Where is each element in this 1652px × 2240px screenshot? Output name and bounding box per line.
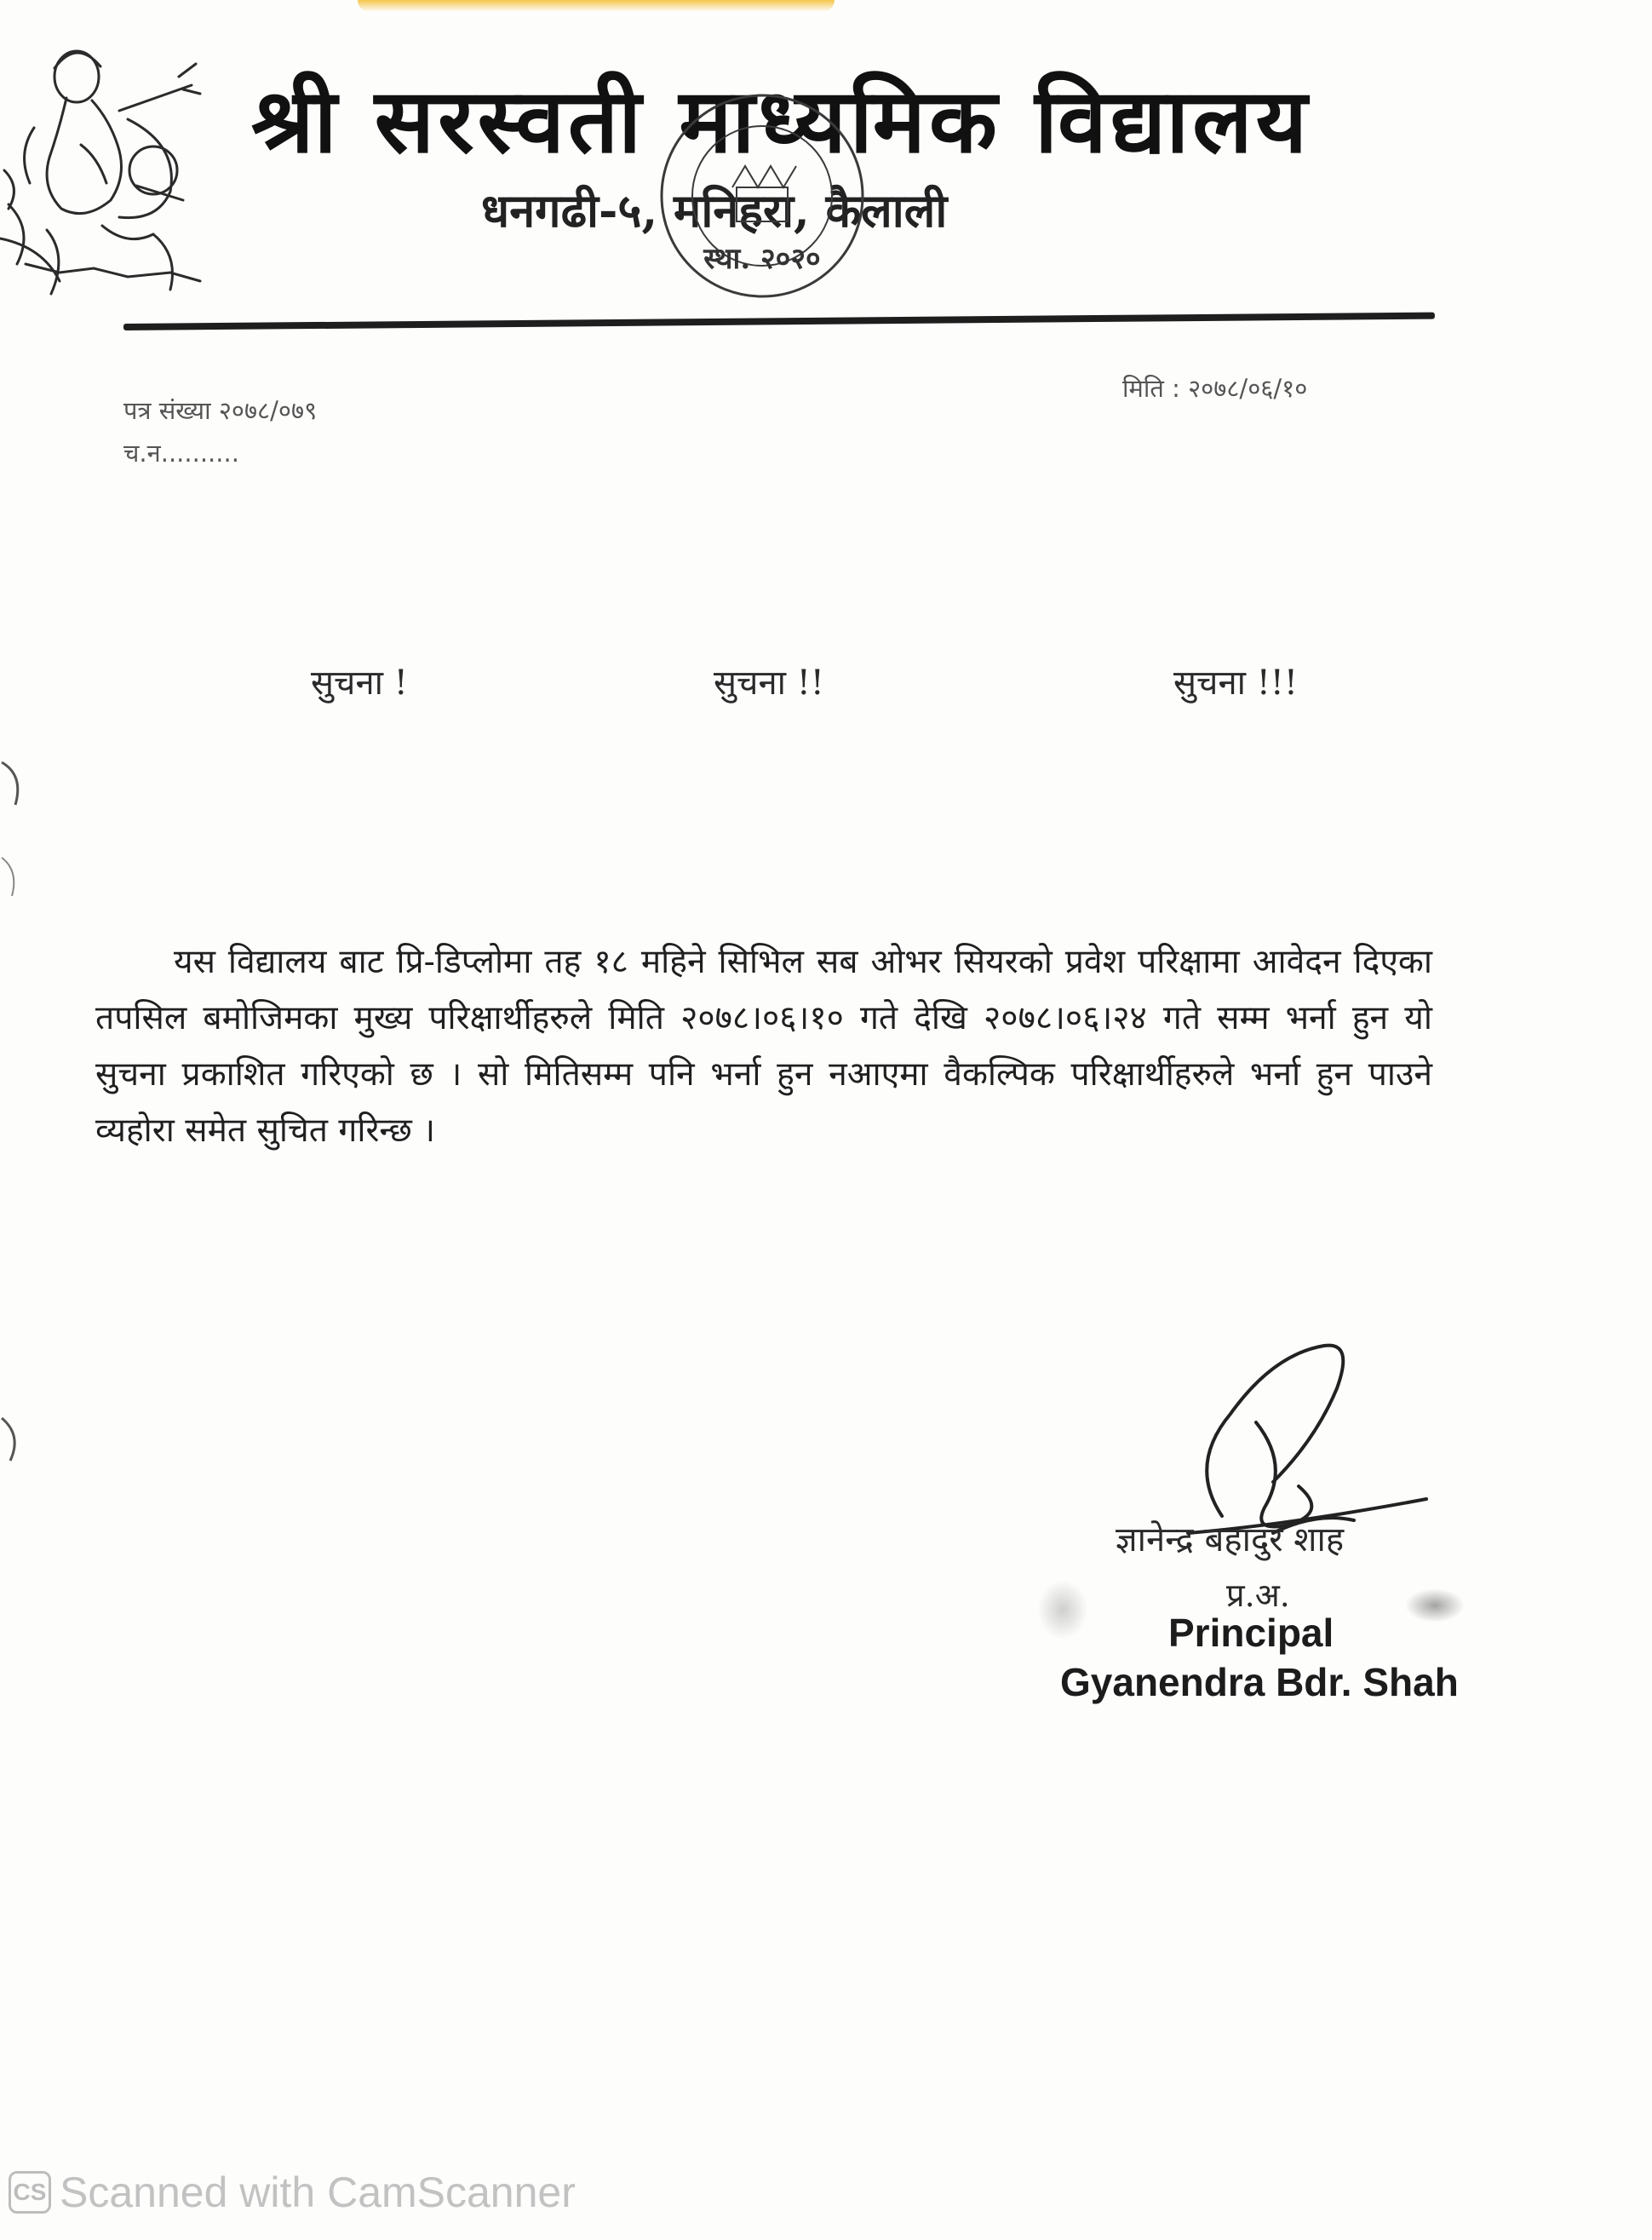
school-address: धनगढी-५, मनिहरा, कैलाली (481, 183, 948, 238)
signatory-name: Gyanendra Bdr. Shah (1060, 1660, 1459, 1704)
signatory-title-nepali: प्र.अ. (1226, 1577, 1290, 1614)
paper-stain (358, 0, 835, 12)
camscanner-logo-icon: CS (9, 2171, 51, 2214)
punch-hole-mark-icon (0, 758, 26, 809)
dispatch-number: च.न.......... (123, 439, 239, 468)
camscanner-watermark (9, 2168, 576, 2217)
saraswati-logo-icon (0, 17, 204, 298)
header-divider (123, 313, 1435, 330)
notice-heading-1: सुचना ! (311, 663, 408, 703)
seal-founded-text: स्था. २०२० (703, 242, 821, 276)
signatory-title: Principal (1168, 1611, 1334, 1655)
school-seal-stamp-icon (651, 85, 873, 307)
camscanner-watermark-text: Scanned with CamScanner (60, 2168, 576, 2216)
punch-hole-mark-icon (0, 1414, 26, 1465)
notice-heading-2: सुचना !! (714, 663, 824, 703)
issue-date: मिति : २०७८/०६/१० (1122, 374, 1308, 403)
signatory-name-nepali: ज्ञानेन्द्र बहादुर शाह (1116, 1520, 1345, 1559)
notice-heading-3: सुचना !!! (1173, 663, 1298, 703)
scan-smudge (1405, 1588, 1465, 1623)
letter-reference-number: पत्र संख्या २०७८/०७९ (123, 396, 318, 425)
notice-body-paragraph: यस विद्यालय बाट प्रि-डिप्लोमा तह १८ महिने सिभिल सब ओभर सियरको प्रवेश परिक्षामा आवेदन दिएका तपसिल बमोजिमका मुख्य परिक्षार्थीहरुले मिति २०७८।०६।१० गते देखि २०७८।०६।२४ गते सम्म भर्ना हुन यो सुचना प्रकाशित गरिएको छ । सो मितिसम्म पनि भर्ना हुन नआएमा वैकल्पिक परिक्षार्थीहरुले भर्ना हुन पाउने व्यहोरा समेत सुचित गरिन्छ । (95, 943, 1432, 1150)
punch-hole-mark-icon (0, 853, 26, 905)
scan-smudge (1037, 1580, 1088, 1640)
school-name: श्री सरस्वती माध्यमिक विद्यालय (251, 68, 1311, 173)
